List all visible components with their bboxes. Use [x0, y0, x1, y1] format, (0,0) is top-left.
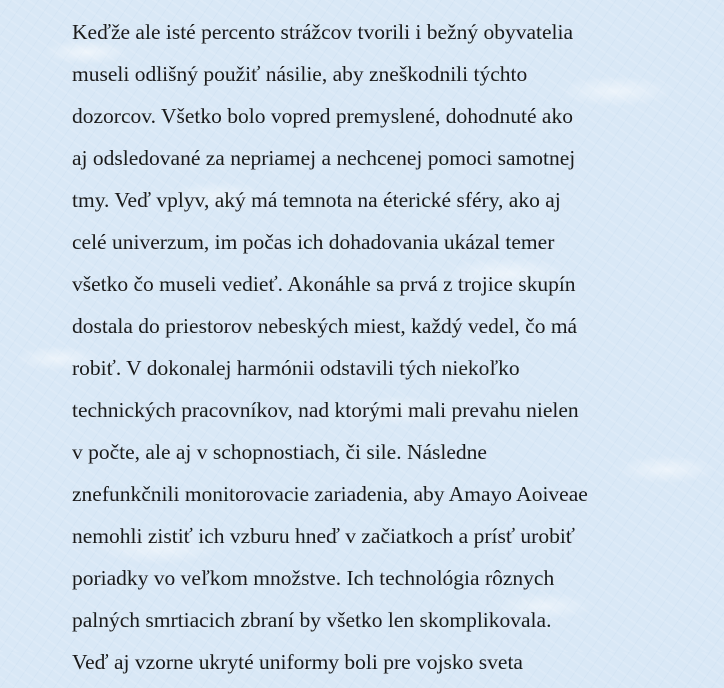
text-line: nemohli zistiť ich vzburu hneď v začiatkoch a prísť urobiť — [72, 524, 575, 548]
text-line: všetko čo museli vedieť. Akonáhle sa prvá z trojice skupín — [72, 272, 576, 296]
text-line: Keďže ale isté percento strážcov tvorili i bežný obyvatelia — [72, 20, 574, 44]
text-line: celé univerzum, im počas ich dohadovania ukázal temer — [72, 230, 555, 254]
document-body — [72, 16, 712, 688]
text-line: technických pracovníkov, nad ktorými mali prevahu nielen — [72, 398, 579, 422]
text-line: poriadky vo veľkom množstve. Ich technológia rôznych — [72, 566, 555, 590]
text-line: dostala do priestorov nebeských miest, každý vedel, čo má — [72, 314, 578, 338]
text-line: dozorcov. Všetko bolo vopred premyslené, dohodnuté ako — [72, 104, 573, 128]
text-line: robiť. V dokonalej harmónii odstavili tých niekoľko — [72, 356, 520, 380]
text-line: aj odsledované za nepriamej a nechcenej pomoci samotnej — [72, 146, 576, 170]
text-line: znefunkčnili monitorovacie zariadenia, aby Amayo Aoiveae — [72, 482, 588, 506]
text-line: v počte, ale aj v schopnostiach, či sile. Následne — [72, 440, 487, 464]
text-line: Veď aj vzorne ukryté uniformy boli pre vojsko sveta — [72, 650, 523, 674]
text-line: museli odlišný použiť násilie, aby zneškodnili týchto — [72, 62, 528, 86]
text-line: tmy. Veď vplyv, aký má temnota na éterické sféry, ako aj — [72, 188, 561, 212]
text-line: palných smrtiacich zbraní by všetko len skomplikovala. — [72, 608, 552, 632]
